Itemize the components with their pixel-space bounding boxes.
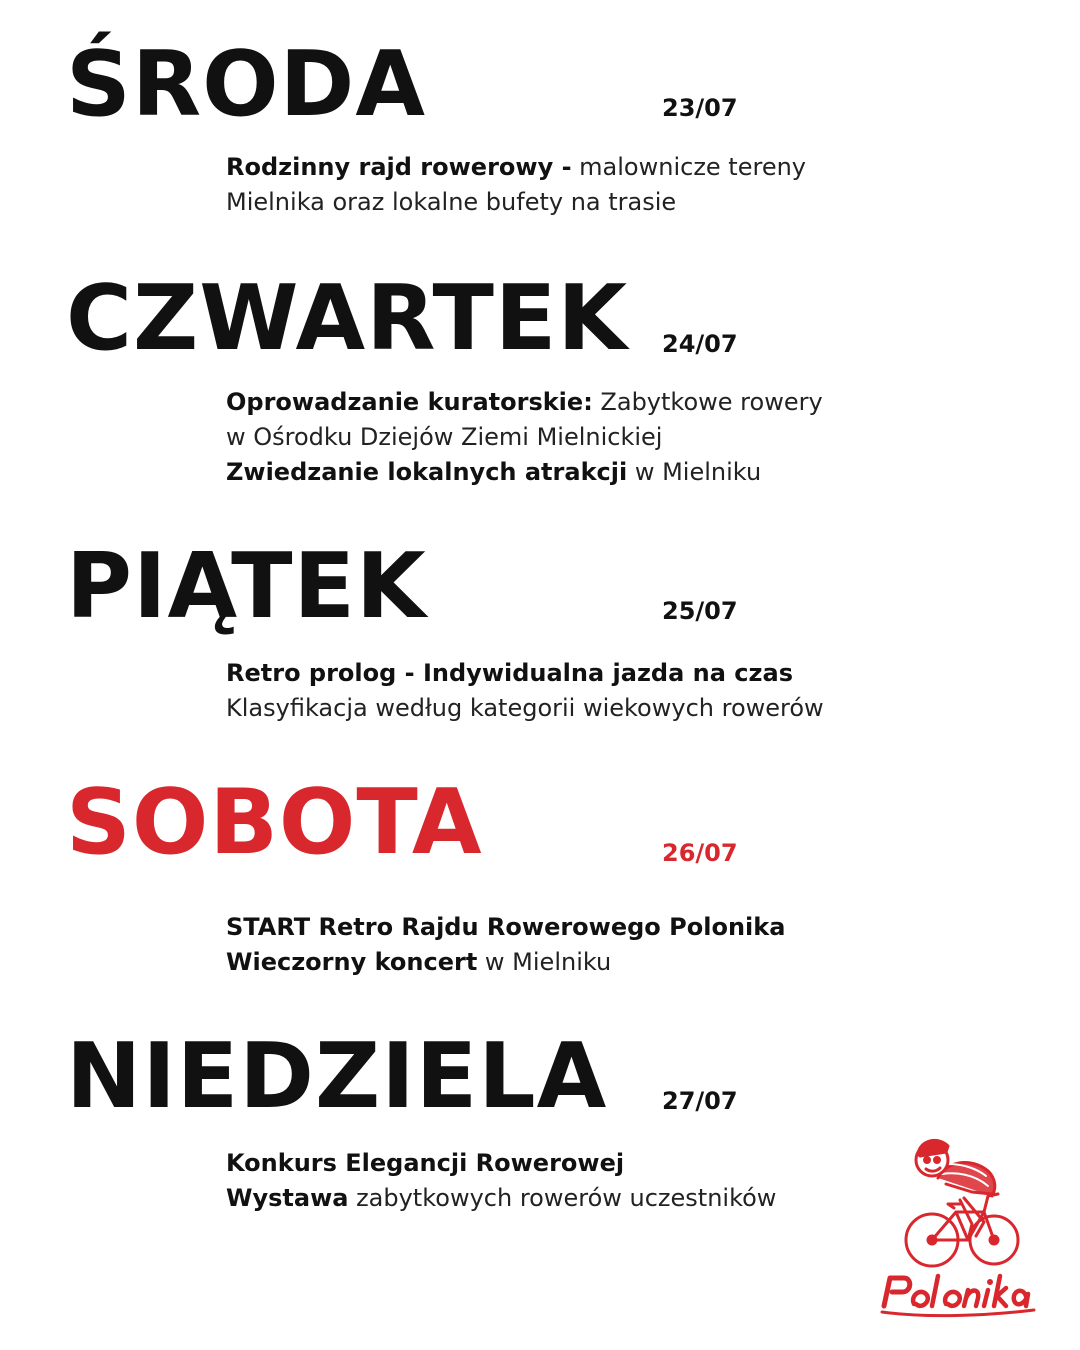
day-name: PIĄTEK xyxy=(66,534,427,639)
description-text: Mielnika oraz lokalne bufety na trasie xyxy=(226,188,677,216)
cyclist-mascot-icon xyxy=(876,1128,1040,1324)
day-name: NIEDZIELA xyxy=(66,1024,608,1129)
description-line xyxy=(226,385,1026,420)
day-name: ŚRODA xyxy=(66,32,426,137)
description-bold: Wieczorny koncert xyxy=(226,948,478,976)
day-name: CZWARTEK xyxy=(66,266,629,371)
description-bold: Rodzinny rajd rowerowy - xyxy=(226,153,572,181)
day-date: 24/07 xyxy=(662,330,738,358)
description-line xyxy=(226,910,1026,945)
description-text: w Mielniku xyxy=(477,948,612,976)
description-line xyxy=(226,656,1026,691)
description-line xyxy=(226,420,1026,455)
description-bold: Wystawa xyxy=(226,1184,349,1212)
description-line xyxy=(226,691,1026,726)
description-line xyxy=(226,945,1026,980)
description-line xyxy=(226,455,1026,490)
day-description xyxy=(226,385,1026,490)
polonika-logo xyxy=(876,1128,1040,1324)
description-line xyxy=(226,150,1026,185)
description-bold: Oprowadzanie kuratorskie: xyxy=(226,388,593,416)
description-text: malownicze tereny xyxy=(571,153,807,181)
description-bold: START Retro Rajdu Rowerowego Polonika xyxy=(226,913,786,941)
day-date: 27/07 xyxy=(662,1087,738,1115)
description-bold: Zwiedzanie lokalnych atrakcji xyxy=(226,458,628,486)
description-text: w Ośrodku Dziejów Ziemi Mielnickiej xyxy=(226,423,663,451)
description-text: Zabytkowe rowery xyxy=(592,388,823,416)
day-date: 26/07 xyxy=(662,839,738,867)
day-description xyxy=(226,150,1026,220)
description-bold: Retro prolog - Indywidualna jazda na czas xyxy=(226,659,793,687)
description-bold: Konkurs Elegancji Rowerowej xyxy=(226,1149,625,1177)
day-date: 25/07 xyxy=(662,597,738,625)
description-text: zabytkowych rowerów uczestników xyxy=(348,1184,777,1212)
description-line xyxy=(226,185,1026,220)
description-text: Klasyfikacja według kategorii wiekowych rowerów xyxy=(226,694,824,722)
day-description xyxy=(226,656,1026,726)
day-description xyxy=(226,910,1026,980)
description-text: w Mielniku xyxy=(627,458,762,486)
day-name: SOBOTA xyxy=(66,770,483,875)
day-date: 23/07 xyxy=(662,94,738,122)
